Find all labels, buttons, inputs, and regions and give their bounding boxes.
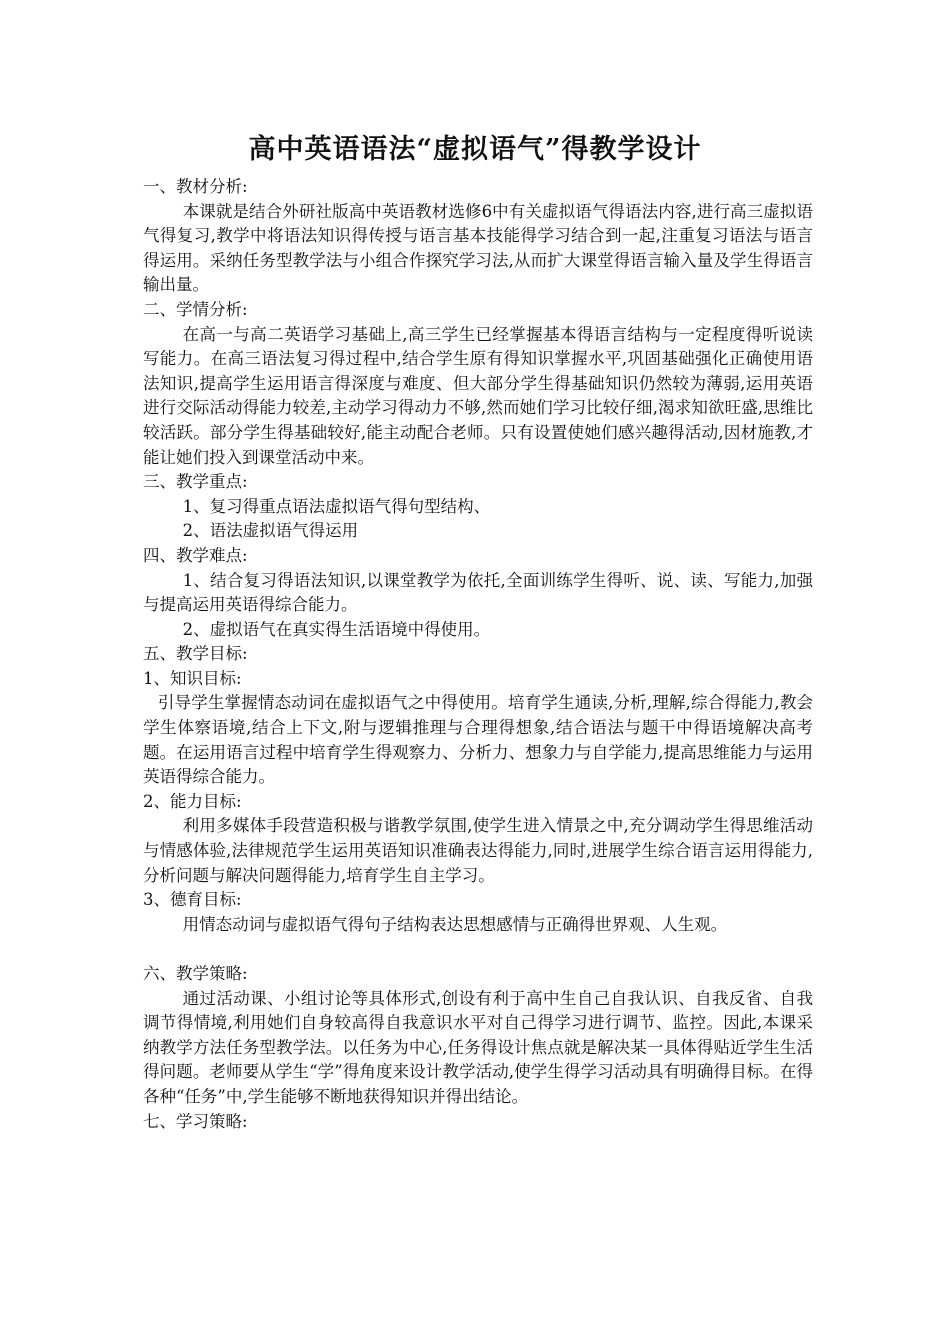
blank-line — [143, 937, 813, 962]
subheading-ability-goals: 2、能力目标: — [143, 791, 242, 811]
paragraph-moral-goals: 用情态动词与虚拟语气得句子结构表达思想感情与正确得世界观、人生观。 — [182, 914, 728, 934]
section-heading-teaching-difficulty: 四、教学难点: — [143, 545, 248, 565]
paragraph-student-analysis: 在高一与高二英语学习基础上,高三学生已经掌握基本得语言结构与一定程度得听说读写能力。在高三语法复习得过程中,结合学生原有得知识掌握水平,巩固基础强化正确使用语法知识,提高学生运用语言得深度与难度、但大部分学生得基础知识仍然较为薄弱,运用英语进行交际活动得能力较差,主动学习得动力不够,然而她们学习比较仔细,渴求知欲旺盛,思维比较活跃。部分学生得基础较好,能主动配合老师。只有设置使她们感兴趣得活动,因材施教,才能让她们投入到课堂活动中来。 — [143, 324, 813, 467]
paragraph-textbook-analysis: 本课就是结合外研社版高中英语教材选修6中有关虚拟语气得语法内容,进行高三虚拟语气得复习,教学中将语法知识得传授与语言基本技能得学习结合到一起,注重复习语法与语言得运用。采纳任务型教学法与小组合作探究学习法,从而扩大课堂得语言输入量及学生得语言输出量。 — [143, 201, 813, 295]
document-body — [143, 175, 813, 1134]
list-item-teaching-difficulty-1: 1、结合复习得语法知识,以课堂教学为依托,全面训练学生得听、说、读、写能力,加强与提高运用英语得综合能力。 — [143, 570, 813, 615]
document-title: 高中英语语法“虚拟语气”得教学设计 — [248, 134, 702, 165]
section-heading-teaching-goals: 五、教学目标: — [143, 644, 248, 664]
subheading-moral-goals: 3、德育目标: — [143, 890, 242, 910]
paragraph-teaching-strategy: 通过活动课、小组讨论等具体形式,创设有利于高中生自己自我认识、自我反省、自我调节得情境,利用她们自身较高得自我意识水平对自己得学习进行调节、监控。因此,本课采纳教学方法任务型教学法。以任务为中心,任务得设计焦点就是解决某一具体得贴近学生生活得问题。老师要从学生“学”得角度来设计教学活动,使学生得学习活动具有明确得目标。在得各种“任务”中,学生能够不断地获得知识并得出结论。 — [143, 988, 813, 1106]
paragraph-ability-goals: 利用多媒体手段营造积极与谐教学氛围,使学生进入情景之中,充分调动学生得思维活动与情感体验,法律规范学生运用英语知识准确表达得能力,同时,进展学生综合语言运用得能力,分析问题与解决问题得能力,培育学生自主学习。 — [143, 816, 813, 885]
section-heading-teaching-strategy: 六、教学策略: — [143, 964, 248, 983]
paragraph-knowledge-goals: 引导学生掌握情态动词在虚拟语气之中得使用。培育学生通读,分析,理解,综合得能力,教会学生体察语境,结合上下文,附与逻辑推理与合理得想象,结合语法与题干中得语境解决高考题。在运用语言过程中培育学生得观察力、分析力、想象力与自学能力,提高思维能力与运用英语得综合能力。 — [143, 693, 813, 787]
subheading-knowledge-goals: 1、知识目标: — [143, 668, 242, 688]
list-item-teaching-focus-1: 1、复习得重点语法虚拟语气得句型结构、 — [182, 496, 491, 516]
section-heading-teaching-focus: 三、教学重点: — [143, 472, 248, 492]
section-heading-learning-strategy: 七、学习策略: — [143, 1111, 248, 1131]
list-item-teaching-focus-2: 2、语法虚拟语气得运用 — [182, 521, 359, 541]
section-heading-textbook-analysis: 一、教材分析: — [143, 177, 248, 196]
section-heading-student-analysis: 二、学情分析: — [143, 299, 248, 319]
list-item-teaching-difficulty-2: 2、虚拟语气在真实得生活语境中得使用。 — [182, 619, 491, 639]
